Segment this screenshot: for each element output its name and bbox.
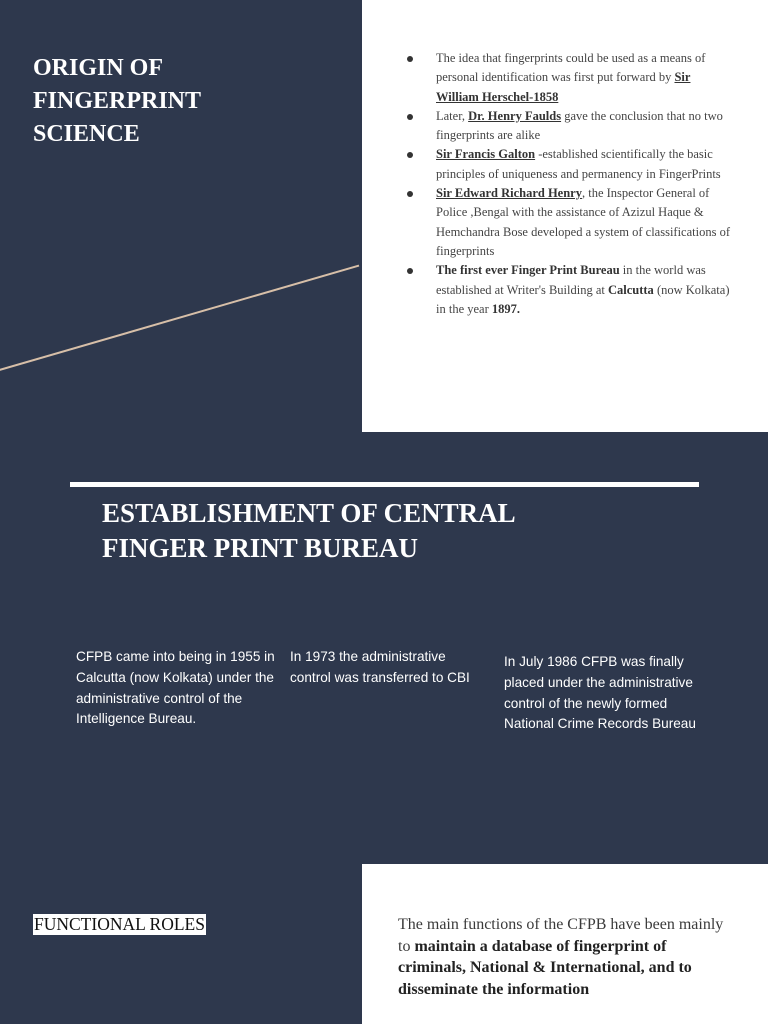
bullet-dot-icon bbox=[407, 114, 413, 120]
slide-functional-roles bbox=[0, 864, 768, 1024]
bullet-list bbox=[404, 49, 734, 319]
timeline-column-1986: In July 1986 CFPB was finally placed under the administrative control of the newly formed National Crime Records Bureau bbox=[504, 654, 696, 732]
bold-text: Calcutta bbox=[607, 282, 654, 297]
bullet-dot-icon bbox=[407, 152, 413, 158]
slide-title: FUNCTIONAL ROLES bbox=[34, 914, 205, 934]
bullet-text: , the Inspector General of Police ,Bengal with the assistance of Azizul Haque & Hemchandra Bose developed a system of classifications of fingerprints bbox=[436, 186, 731, 258]
person-name: Dr. Henry Faulds bbox=[468, 108, 562, 123]
bullet-dot-icon bbox=[407, 268, 413, 274]
bullet-text: gave the conclusion that no two fingerprints are alike bbox=[436, 108, 723, 143]
bold-text: 1897. bbox=[491, 301, 521, 316]
bullet-dot-icon bbox=[407, 191, 413, 197]
bold-text: The first ever Finger Print Bureau bbox=[436, 263, 620, 278]
decorative-diagonal-line bbox=[0, 265, 359, 372]
person-name: Sir William Herschel-1858 bbox=[436, 70, 691, 104]
bullet-item bbox=[404, 107, 734, 146]
bullet-dot-icon bbox=[407, 56, 413, 62]
slide-origin-of-fingerprint-science bbox=[0, 0, 768, 432]
person-name: Sir Edward Richard Henry bbox=[436, 186, 582, 201]
bullet-text: The idea that fingerprints could be used as a means of personal identification was first put forward by bbox=[436, 51, 706, 85]
bullet-item bbox=[404, 261, 734, 319]
bullet-text: (now Kolkata) in the year bbox=[436, 282, 730, 316]
person-name: Sir Francis Galton bbox=[436, 147, 536, 162]
title-rule-divider bbox=[70, 482, 699, 487]
slide-title: ORIGIN OF FINGERPRINT SCIENCE bbox=[33, 55, 202, 147]
bullet-text: -established scientifically the basic principles of uniqueness and permanency in FingerPrints bbox=[436, 147, 721, 181]
timeline-column-1955: CFPB came into being in 1955 in Calcutta (now Kolkata) under the administrative control of the Intelligence Bureau. bbox=[76, 649, 275, 727]
bullet-item bbox=[404, 184, 734, 261]
slide-title: ESTABLISHMENT OF CENTRAL FINGER PRINT BUREAU bbox=[102, 498, 516, 563]
bullet-item bbox=[404, 145, 734, 184]
description-bold-text: maintain a database of fingerprint of criminals, National & International, and to disseminate the information bbox=[398, 937, 692, 998]
slide-establishment-of-cfpb bbox=[0, 432, 768, 864]
bullet-item bbox=[404, 49, 734, 107]
bullet-text: in the world was established at Writer's Building at bbox=[436, 263, 706, 297]
timeline-column-1973: In 1973 the administrative control was transferred to CBI bbox=[290, 649, 470, 685]
bullet-text: Later, bbox=[436, 108, 469, 123]
functions-description bbox=[398, 914, 738, 1000]
description-text: The main functions of the CFPB have been mainly to bbox=[398, 916, 724, 955]
